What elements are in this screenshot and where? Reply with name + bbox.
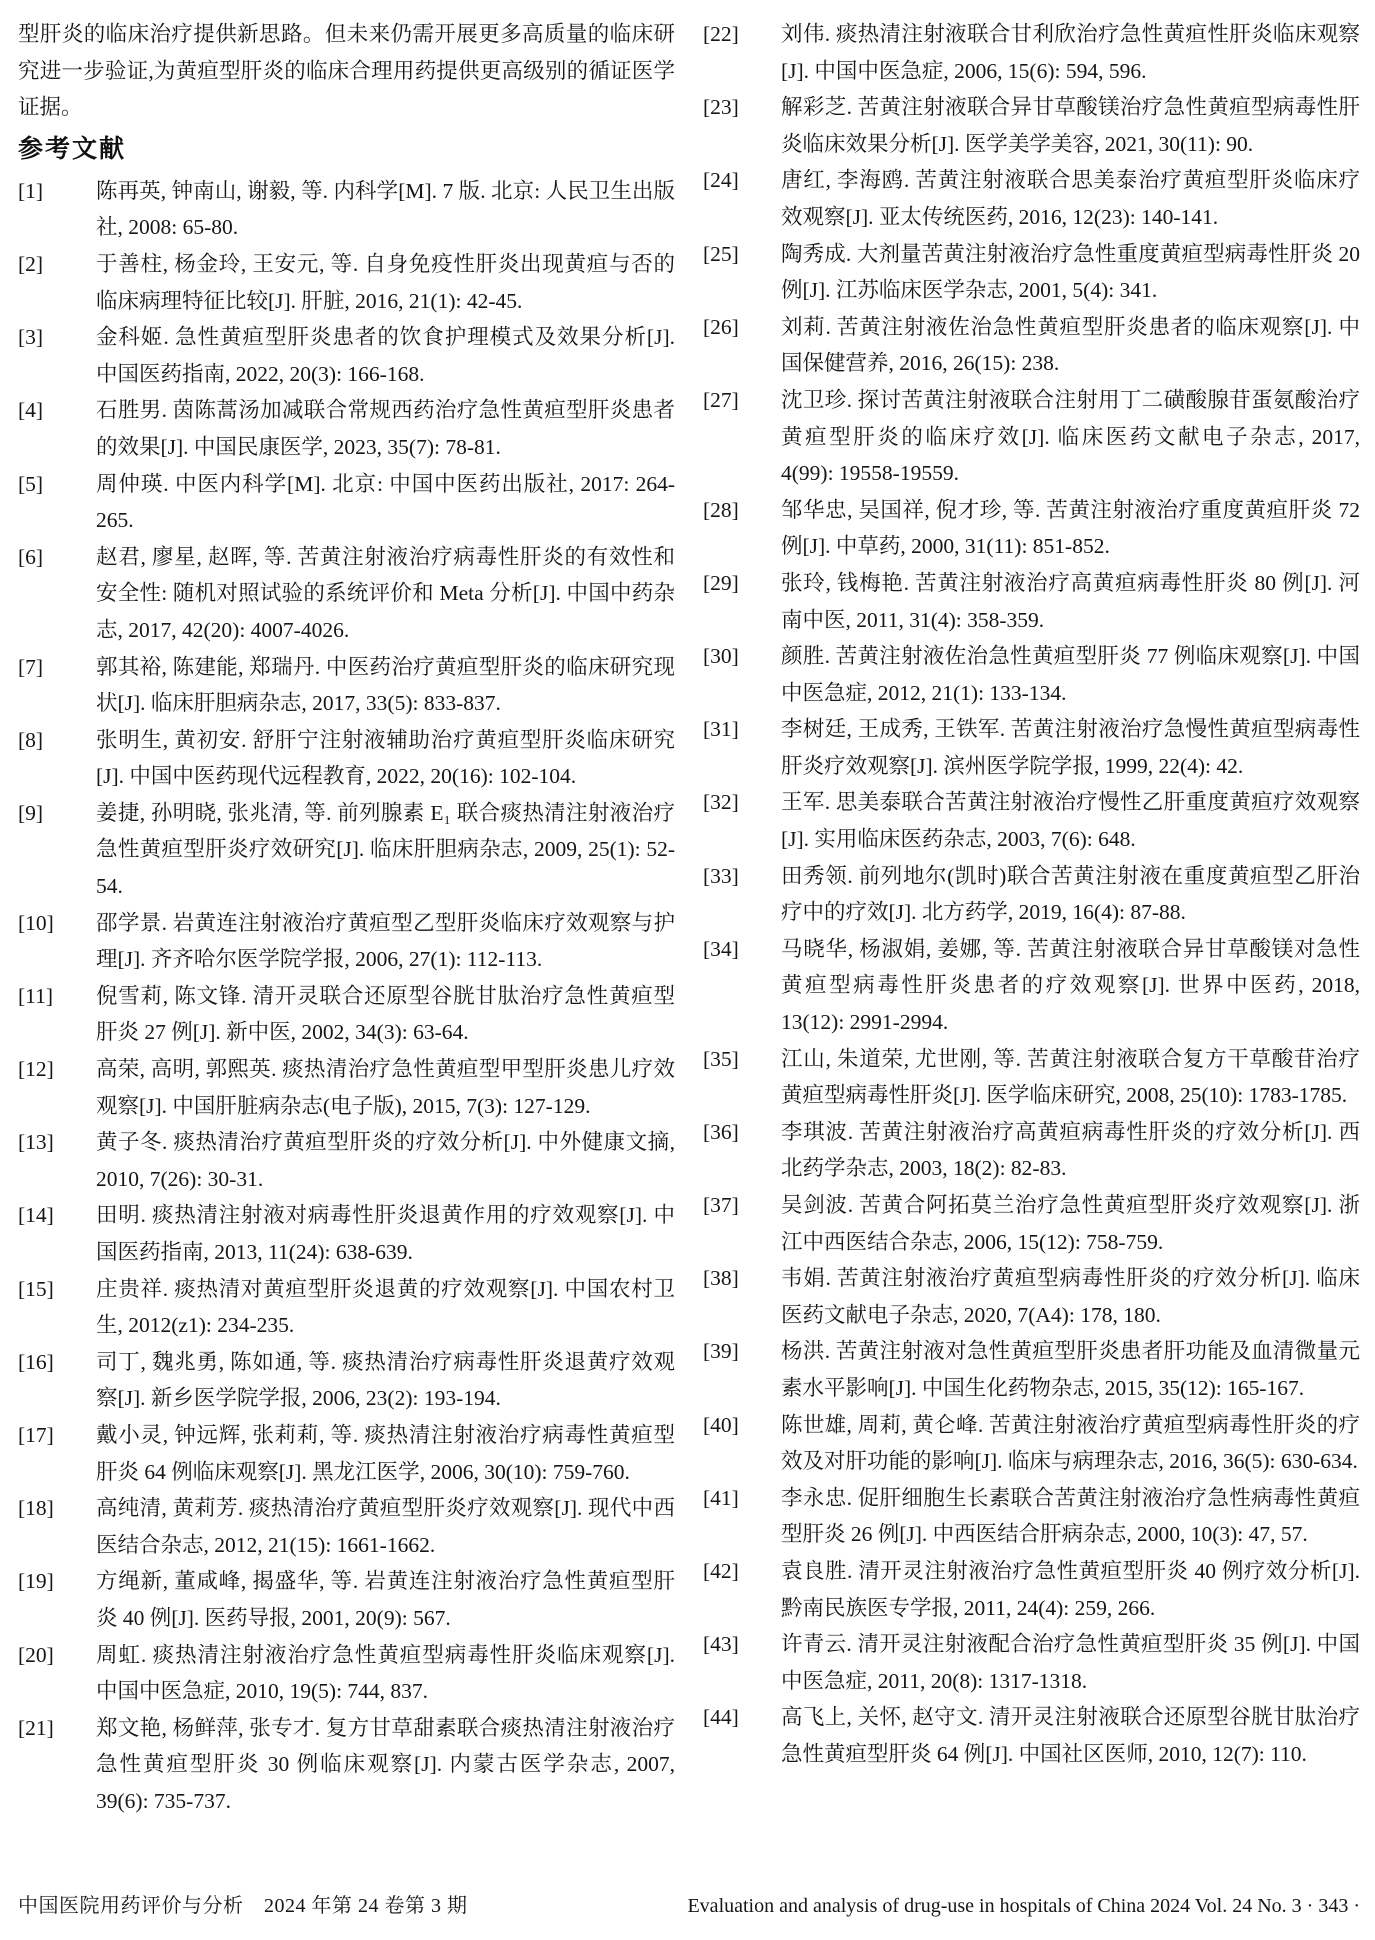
reference-label: [27]: [703, 387, 739, 412]
reference-text: 姜捷, 孙明晓, 张兆清, 等. 前列腺素 E₁ 联合痰热清注射液治疗急性黄疸型肝炎疗效研究[J]. 临床肝胆病杂志, 2009, 25(1): 52-54.: [96, 800, 675, 899]
reference-item: [18, 722, 675, 795]
reference-text: 江山, 朱道荣, 尤世刚, 等. 苦黄注射液联合复方干草酸苷治疗黄疸型病毒性肝炎[J]. 医学临床研究, 2008, 25(10): 1783-1785.: [781, 1046, 1360, 1108]
reference-text: 袁良胜. 清开灵注射液治疗急性黄疸型肝炎 40 例疗效分析[J]. 黔南民族医专学报, 2011, 24(4): 259, 266.: [781, 1558, 1360, 1620]
reference-item: [703, 1407, 1360, 1480]
reference-text: 刘莉. 苦黄注射液佐治急性黄疸型肝炎患者的临床观察[J]. 中国保健营养, 2016, 26(15): 238.: [781, 314, 1360, 376]
reference-label: [11]: [18, 983, 54, 1008]
reference-text: 李永忠. 促肝细胞生长素联合苦黄注射液治疗急性病毒性黄疸型肝炎 26 例[J]. 中西医结合肝病杂志, 2000, 10(3): 47, 57.: [781, 1485, 1360, 1547]
reference-text: 颜胜. 苦黄注射液佐治急性黄疸型肝炎 77 例临床观察[J]. 中国中医急症, 2012, 21(1): 133-134.: [781, 644, 1360, 705]
reference-label: [19]: [18, 1569, 54, 1594]
reference-label: [15]: [18, 1276, 54, 1301]
reference-item: [18, 1051, 675, 1124]
reference-text: 郑文艳, 杨鲜萍, 张专才. 复方甘草甜素联合痰热清注射液治疗急性黄疸型肝炎 30 例临床观察[J]. 内蒙古医学杂志, 2007, 39(6): 735-737.: [96, 1715, 675, 1813]
reference-text: 许青云. 清开灵注射液配合治疗急性黄疸型肝炎 35 例[J]. 中国中医急症, 2011, 20(8): 1317-1318.: [781, 1632, 1360, 1693]
reference-label: [18]: [18, 1496, 54, 1521]
reference-label: [17]: [18, 1422, 54, 1447]
reference-text: 戴小灵, 钟远辉, 张莉莉, 等. 痰热清注射液治疗病毒性黄疸型肝炎 64 例临床观察[J]. 黑龙江医学, 2006, 30(10): 759-760.: [96, 1422, 675, 1484]
reference-label: [3]: [18, 325, 44, 350]
reference-text: 陈再英, 钟南山, 谢毅, 等. 内科学[M]. 7 版. 北京: 人民卫生出版社, 2008: 65-80.: [96, 178, 675, 240]
reference-label: [6]: [18, 544, 44, 569]
reference-label: [23]: [703, 95, 739, 120]
reference-text: 方绳新, 董咸峰, 揭盛华, 等. 岩黄连注射液治疗急性黄疸型肝炎 40 例[J]. 医药导报, 2001, 20(9): 567.: [96, 1569, 675, 1630]
reference-item: [18, 319, 675, 392]
reference-text: 郭其裕, 陈建能, 郑瑞丹. 中医药治疗黄疸型肝炎的临床研究现状[J]. 临床肝胆病杂志, 2017, 33(5): 833-837.: [96, 654, 675, 716]
reference-item: [703, 236, 1360, 309]
reference-label: [25]: [703, 241, 739, 266]
reference-text: 周虹. 痰热清注射液治疗急性黄疸型病毒性肝炎临床观察[J]. 中国中医急症, 2010, 19(5): 744, 837.: [96, 1642, 675, 1704]
reference-item: [703, 711, 1360, 784]
reference-label: [36]: [703, 1119, 739, 1144]
reference-label: [30]: [703, 644, 739, 669]
reference-label: [31]: [703, 717, 739, 742]
reference-item: [703, 16, 1360, 89]
reference-label: [13]: [18, 1130, 54, 1155]
reference-label: [26]: [703, 314, 739, 339]
reference-text: 邹华忠, 吴国祥, 倪才珍, 等. 苦黄注射液治疗重度黄疸肝炎 72 例[J]. 中草药, 2000, 31(11): 851-852.: [781, 497, 1360, 559]
reference-label: [33]: [703, 863, 739, 888]
reference-label: [35]: [703, 1046, 739, 1071]
reference-item: [18, 1271, 675, 1344]
reference-text: 赵君, 廖星, 赵晖, 等. 苦黄注射液治疗病毒性肝炎的有效性和安全性: 随机对照试验的系统评价和 Meta 分析[J]. 中国中药杂志, 2017, 42(20): 4007-4026.: [96, 544, 675, 642]
reference-label: [1]: [18, 178, 44, 203]
reference-text: 于善柱, 杨金玲, 王安元, 等. 自身免疫性肝炎出现黄疸与否的临床病理特征比较[J]. 肝脏, 2016, 21(1): 42-45.: [96, 251, 675, 313]
reference-item: [703, 382, 1360, 492]
reference-label: [8]: [18, 727, 44, 752]
reference-text: 庄贵祥. 痰热清对黄疸型肝炎退黄的疗效观察[J]. 中国农村卫生, 2012(z1): 234-235.: [96, 1276, 675, 1338]
reference-item: [18, 1710, 675, 1820]
reference-text: 杨洪. 苦黄注射液对急性黄疸型肝炎患者肝功能及血清微量元素水平影响[J]. 中国生化药物杂志, 2015, 35(12): 165-167.: [781, 1339, 1360, 1400]
reference-text: 司丁, 魏兆勇, 陈如通, 等. 痰热清治疗病毒性肝炎退黄疗效观察[J]. 新乡医学院学报, 2006, 23(2): 193-194.: [96, 1349, 675, 1411]
reference-label: [2]: [18, 251, 44, 276]
two-column-body: [18, 16, 1360, 1828]
reference-list: [18, 16, 1360, 1828]
reference-item: [703, 309, 1360, 382]
reference-item: [703, 1553, 1360, 1626]
reference-text: 沈卫珍. 探讨苦黄注射液联合注射用丁二磺酸腺苷蛋氨酸治疗黄疸型肝炎的临床疗效[J]. 临床医药文献电子杂志, 2017, 4(99): 19558-19559.: [781, 387, 1360, 486]
reference-item: [18, 392, 675, 465]
reference-item: [703, 1626, 1360, 1699]
reference-text: 马晓华, 杨淑娟, 姜娜, 等. 苦黄注射液联合异甘草酸镁对急性黄疸型病毒性肝炎患者的疗效观察[J]. 世界中医药, 2018, 13(12): 2991-2994.: [781, 936, 1360, 1035]
reference-item: [18, 1637, 675, 1710]
conclusion-paragraph: 型肝炎的临床治疗提供新思路。但未来仍需开展更多高质量的临床研究进一步验证,为黄疸型肝炎的临床合理用药提供更高级别的循证医学证据。: [18, 22, 675, 120]
reference-item: [18, 1124, 675, 1197]
reference-item: [18, 1417, 675, 1490]
reference-text: 张明生, 黄初安. 舒肝宁注射液辅助治疗黄疸型肝炎临床研究[J]. 中国中医药现代远程教育, 2022, 20(16): 102-104.: [96, 727, 675, 789]
reference-label: [29]: [703, 570, 739, 595]
reference-item: [703, 1480, 1360, 1553]
footer-journal-title-en: Evaluation and analysis of drug-use in hospitals of China 2024 Vol. 24 No. 3 · 343 ·: [687, 1895, 1360, 1917]
reference-text: 唐红, 李海鸥. 苦黄注射液联合思美泰治疗黄疸型肝炎临床疗效观察[J]. 亚太传统医药, 2016, 12(23): 140-141.: [781, 168, 1360, 229]
reference-text: 高纯清, 黄莉芳. 痰热清治疗黄疸型肝炎疗效观察[J]. 现代中西医结合杂志, 2012, 21(15): 1661-1662.: [96, 1496, 675, 1557]
reference-text: 王军. 思美泰联合苦黄注射液治疗慢性乙肝重度黄疸疗效观察[J]. 实用临床医药杂志, 2003, 7(6): 648.: [781, 790, 1360, 852]
reference-label: [10]: [18, 910, 54, 935]
reference-label: [28]: [703, 497, 739, 522]
reference-label: [21]: [18, 1715, 54, 1740]
reference-label: [32]: [703, 790, 739, 815]
reference-item: [703, 1187, 1360, 1260]
reference-label: [20]: [18, 1642, 54, 1667]
reference-text: 陶秀成. 大剂量苦黄注射液治疗急性重度黄疸型病毒性肝炎 20 例[J]. 江苏临床医学杂志, 2001, 5(4): 341.: [781, 241, 1360, 303]
reference-item: [703, 1260, 1360, 1333]
reference-text: 韦娟. 苦黄注射液治疗黄疸型病毒性肝炎的疗效分析[J]. 临床医药文献电子杂志, 2020, 7(A4): 178, 180.: [781, 1266, 1360, 1327]
reference-item: [18, 795, 675, 905]
reference-label: [4]: [18, 398, 44, 423]
reference-text: 刘伟. 痰热清注射液联合甘利欣治疗急性黄疸性肝炎临床观察[J]. 中国中医急症, 2006, 15(6): 594, 596.: [781, 22, 1360, 83]
reference-label: [39]: [703, 1339, 739, 1364]
reference-text: 高荣, 高明, 郭熙英. 痰热清治疗急性黄疸型甲型肝炎患儿疗效观察[J]. 中国肝脏病杂志(电子版), 2015, 7(3): 127-129.: [96, 1057, 675, 1118]
reference-item: [703, 784, 1360, 857]
reference-label: [5]: [18, 471, 44, 496]
reference-text: 石胜男. 茵陈蒿汤加减联合常规西药治疗急性黄疸型肝炎患者的效果[J]. 中国民康医学, 2023, 35(7): 78-81.: [96, 398, 675, 459]
reference-label: [41]: [703, 1485, 739, 1510]
reference-item: [18, 978, 675, 1051]
reference-label: [16]: [18, 1349, 54, 1374]
reference-label: [9]: [18, 800, 44, 825]
reference-item: [703, 1699, 1360, 1772]
reference-item: [18, 246, 675, 319]
reference-item: [703, 89, 1360, 162]
reference-item: [703, 492, 1360, 565]
reference-label: [12]: [18, 1057, 54, 1082]
reference-item: [18, 905, 675, 978]
reference-item: [18, 649, 675, 722]
references-heading: 参考文献: [18, 134, 127, 163]
reference-item: [703, 1333, 1360, 1406]
reference-text: 周仲瑛. 中医内科学[M]. 北京: 中国中医药出版社, 2017: 264-265.: [96, 471, 675, 533]
reference-item: [703, 565, 1360, 638]
page-footer: [18, 1894, 1360, 1918]
reference-item: [18, 173, 675, 246]
reference-text: 陈世雄, 周莉, 黄仑峰. 苦黄注射液治疗黄疸型病毒性肝炎的疗效及对肝功能的影响[J]. 临床与病理杂志, 2016, 36(5): 630-634.: [781, 1412, 1360, 1474]
reference-label: [44]: [703, 1705, 739, 1730]
reference-text: 李树廷, 王成秀, 王铁军. 苦黄注射液治疗急慢性黄疸型病毒性肝炎疗效观察[J]. 滨州医学院学报, 1999, 22(4): 42.: [781, 717, 1360, 778]
reference-text: 田明. 痰热清注射液对病毒性肝炎退黄作用的疗效观察[J]. 中国医药指南, 2013, 11(24): 638-639.: [96, 1203, 675, 1264]
reference-label: [37]: [703, 1193, 739, 1217]
reference-label: [40]: [703, 1412, 739, 1437]
reference-item: [18, 1563, 675, 1636]
reference-item: [703, 162, 1360, 235]
reference-label: [7]: [18, 654, 44, 679]
reference-text: 邵学景. 岩黄连注射液治疗黄疸型乙型肝炎临床疗效观察与护理[J]. 齐齐哈尔医学院学报, 2006, 27(1): 112-113.: [96, 910, 675, 972]
footer-journal-title-zh: 中国医院用药评价与分析 2024 年第 24 卷第 3 期: [18, 1895, 468, 1917]
reference-text: 高飞上, 关怀, 赵守文. 清开灵注射液联合还原型谷胱甘肽治疗急性黄疸型肝炎 64 例[J]. 中国社区医师, 2010, 12(7): 110.: [781, 1705, 1360, 1766]
reference-item: [18, 1197, 675, 1270]
reference-text: 田秀领. 前列地尔(凯时)联合苦黄注射液在重度黄疸型乙肝治疗中的疗效[J]. 北方药学, 2019, 16(4): 87-88.: [781, 863, 1360, 925]
reference-text: 李琪波. 苦黄注射液治疗高黄疸病毒性肝炎的疗效分析[J]. 西北药学杂志, 2003, 18(2): 82-83.: [781, 1119, 1360, 1181]
reference-item: [703, 638, 1360, 711]
reference-label: [24]: [703, 168, 739, 193]
reference-label: [43]: [703, 1632, 739, 1657]
reference-item: [703, 858, 1360, 931]
reference-label: [42]: [703, 1558, 739, 1583]
reference-text: 张玲, 钱梅艳. 苦黄注射液治疗高黄疸病毒性肝炎 80 例[J]. 河南中医, 2011, 31(4): 358-359.: [781, 570, 1360, 632]
reference-label: [38]: [703, 1266, 739, 1291]
reference-text: 吴剑波. 苦黄合阿拓莫兰治疗急性黄疸型肝炎疗效观察[J]. 浙江中西医结合杂志, 2006, 15(12): 758-759.: [781, 1193, 1360, 1254]
reference-label: [14]: [18, 1203, 54, 1228]
reference-item: [703, 1114, 1360, 1187]
reference-label: [22]: [703, 22, 739, 46]
reference-item: [18, 1490, 675, 1563]
reference-item: [703, 1041, 1360, 1114]
reference-label: [34]: [703, 936, 739, 961]
reference-text: 黄子冬. 痰热清治疗黄疸型肝炎的疗效分析[J]. 中外健康文摘, 2010, 7(26): 30-31.: [96, 1130, 675, 1191]
reference-item: [18, 466, 675, 539]
reference-text: 倪雪莉, 陈文锋. 清开灵联合还原型谷胱甘肽治疗急性黄疸型肝炎 27 例[J]. 新中医, 2002, 34(3): 63-64.: [96, 983, 675, 1045]
reference-text: 解彩芝. 苦黄注射液联合异甘草酸镁治疗急性黄疸型病毒性肝炎临床效果分析[J]. 医学美学美容, 2021, 30(11): 90.: [781, 95, 1360, 156]
reference-item: [703, 931, 1360, 1041]
reference-item: [18, 1344, 675, 1417]
reference-item: [18, 539, 675, 649]
reference-text: 金科姬. 急性黄疸型肝炎患者的饮食护理模式及效果分析[J]. 中国医药指南, 2022, 20(3): 166-168.: [96, 325, 675, 386]
